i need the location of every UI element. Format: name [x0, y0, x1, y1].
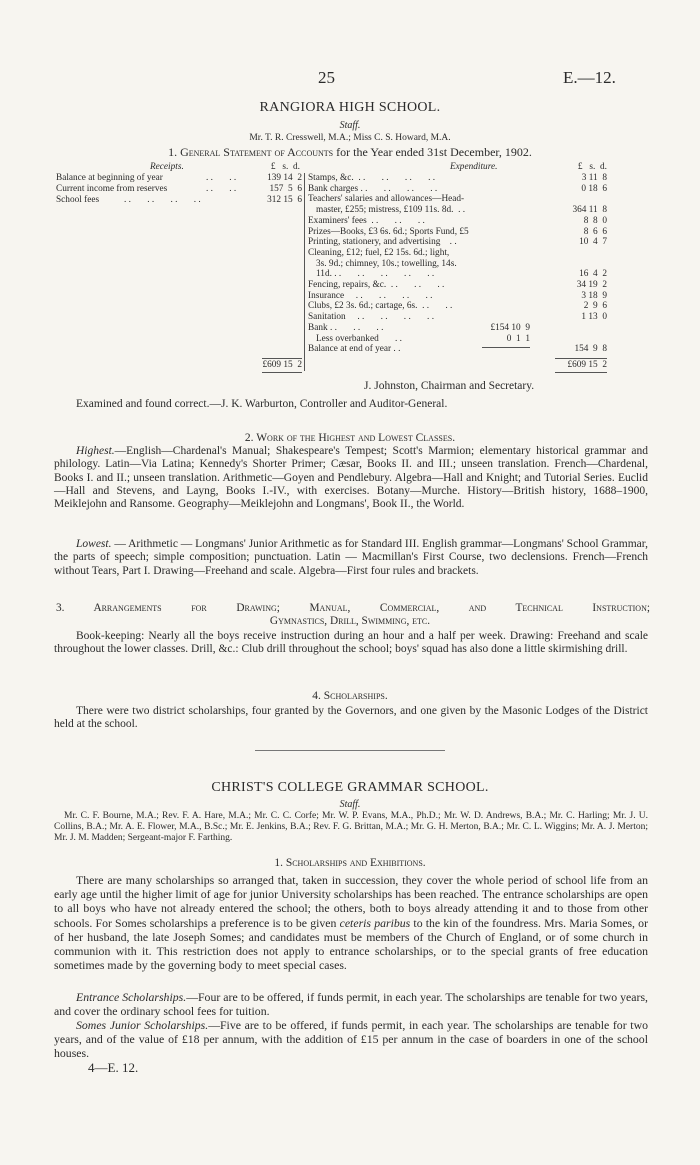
receipt-leader-dots: . . . . — [206, 173, 237, 183]
expenditure-subamount: £154 10 9 — [490, 322, 530, 333]
chairman-signature: J. Johnston, Chairman and Secretary. — [364, 380, 535, 392]
receipt-leader-dots: . . . . . . . . — [124, 195, 201, 205]
receipt-label: School fees — [56, 195, 100, 205]
expenditure-label: Sanitation . . . . . . . . — [308, 312, 435, 323]
column-divider — [304, 173, 305, 371]
scholarships-paragraph: There were two district scholarships, four granted by the Governors, and one given by the Masonic Lodges of the District held at the school. — [54, 705, 648, 731]
accounts-statement — [0, 0, 700, 380]
christs-scholarships-paragraph — [54, 873, 648, 972]
section-arrangements-heading-a: 3. Arrangements for Drawing; Manual, Commercial, and Technical Instruction; — [56, 602, 650, 614]
total-right-rule-top — [555, 358, 607, 359]
accounts-heading-a: 1. General Statement of Accounts — [168, 145, 334, 159]
receipts-heading: Receipts. — [150, 162, 184, 172]
expenditure-label: Stamps, &c. . . . . . . . . — [308, 173, 436, 183]
total-right-rule-bottom — [555, 372, 607, 373]
total-left: £609 15 2 — [262, 360, 302, 370]
currency-header-right: £ s. d. — [577, 162, 607, 172]
signature-mark: 4—E. 12. — [88, 1060, 139, 1075]
lowest-text: — Arithmetic — Longmans' Junior Arithmetic as for Standard III. English grammar—Longmans' School Grammar, the parts of speech; simple composition; punctuation. Latin — Macmillan's First Course, two declensions. French—French without Tears, Part I. Drawing—Freehand and scale. Algebra—First four rules and brackets. — [54, 538, 648, 577]
expenditure-amount: 8 6 6 — [583, 226, 607, 237]
expenditure-label: master, £255; mistress, £109 11s. 8d. . . — [316, 205, 466, 216]
expenditure-amount: 8 8 0 — [583, 215, 607, 226]
receipt-leader-dots: . . . . — [206, 184, 237, 194]
rangiora-staff: Mr. T. R. Cresswell, M.A.; Miss C. S. Howard, M.A. — [249, 133, 451, 143]
expenditure-label: Prizes—Books, £3 6s. 6d.; Sports Fund, £5 — [308, 226, 469, 237]
total-left-rule-bottom — [262, 372, 302, 373]
total-left-rule-top — [262, 358, 302, 359]
auditor-note: Examined and found correct.—J. K. Warburton, Controller and Auditor-General. — [76, 398, 448, 410]
highest-label: Highest. — [76, 445, 115, 457]
arrangements-paragraph: Book-keeping: Nearly all the boys receive instruction during an hour and a half per week. Drawing: Freehand and scale throughout the lower classes. Drill, &c.: Club drill throughout the school; boys' squad has also done a little skirmishing drill. — [54, 630, 648, 656]
expenditure-label: Bank charges . . . . . . . . — [308, 183, 438, 194]
expenditure-label: Bank . . . . . . — [308, 322, 384, 333]
expenditure-amount: 3 18 9 — [581, 290, 607, 301]
section-separator — [255, 750, 445, 751]
expenditure-amount: 2 9 6 — [583, 301, 607, 312]
receipt-label: Current income from reserves — [56, 184, 168, 194]
lowest-class-paragraph — [54, 538, 648, 578]
expenditure-label: Fencing, repairs, &c. . . . . . . — [308, 280, 445, 290]
expenditure-label: Balance at end of year . . — [308, 344, 401, 355]
receipt-label: Balance at beginning of year — [56, 173, 163, 183]
entrance-label: Entrance Scholarships. — [76, 990, 187, 1004]
christs-staff: Mr. C. F. Bourne, M.A.; Rev. F. A. Hare, M.A.; Mr. C. C. Corfe; Mr. W. P. Evans, M.A., Ph.D.; Mr. W. D. Andrews, B.A.; Mr. C. Harling; Mr. J. U. Collins, B.A.; Mr. A. E. Flower, M.A., B.Sc.; Mr. E. Jenkins, B.A.; Rev. F. G. Brittan, M.A.; Mr. G. H. Merton, B.A.; Mr. C. L. Wiggins; Mr. A. J. Merton; Mr. J. M. Madden; Sergeant-major F. Farthing. — [54, 811, 648, 844]
scholarships-text-b: to the kin of the foundress. Mrs. Maria Somes, or of her husband, the late Joseph Somes; and candidates must be members of the Church of England, or of some church in communion with it. This restriction does not apply to entrance scholarships, or to the special grants of free education sometimes made by the governing body to meet special cases. — [54, 915, 649, 973]
somes-scholarships-paragraph — [54, 1018, 648, 1061]
expenditure-label: Cleaning, £12; fuel, £2 15s. 6d.; light, — [308, 247, 450, 258]
receipt-amount: 139 14 2 — [267, 173, 302, 183]
expenditure-label: Less overbanked . . — [316, 333, 402, 344]
rangiora-title: RANGIORA HIGH SCHOOL. — [259, 100, 441, 115]
expenditure-amount: 0 18 6 — [581, 183, 607, 194]
rangiora-staff-heading: Staff. — [339, 120, 361, 131]
christs-title: CHRIST'S COLLEGE GRAMMAR SCHOOL. — [211, 780, 489, 795]
expenditure-heading: Expenditure. — [450, 162, 498, 172]
expenditure-label: Printing, stationery, and advertising . . — [308, 237, 457, 248]
somes-text: —Five are to be offered, if funds permit, in each year. The scholarships are tenable for two years, and of the value of £18 per annum, with the addition of £15 per annum in the case of boarders in one of the school houses. — [54, 1018, 648, 1061]
expenditure-label: 11d. . . . . . . . . . . — [316, 269, 435, 280]
expenditure-amount: 364 11 8 — [572, 205, 607, 216]
accounts-heading-b: for the Year ended 31st December, 1902. — [336, 145, 532, 159]
page-number: 25 — [318, 68, 335, 87]
section-scholarships-heading: 4. Scholarships. — [312, 690, 388, 702]
bank-subtotal-rule — [482, 347, 530, 348]
expenditure-label: Examiners' fees . . . . . . — [308, 215, 425, 226]
entrance-scholarships-paragraph — [54, 990, 648, 1018]
expenditure-subamount: 0 1 1 — [506, 333, 530, 344]
expenditure-amount: 154 9 8 — [574, 344, 607, 355]
currency-header-left: £ s. d. — [270, 162, 300, 172]
expenditure-amount: 16 4 2 — [579, 269, 607, 280]
expenditure-label: Teachers' salaries and allowances—Head- — [308, 194, 465, 205]
expenditure-amount: 3 11 8 — [581, 173, 607, 183]
somes-label: Somes Junior Scholarships. — [76, 1018, 209, 1032]
highest-text: —English—Chardenal's Manual; Shakespeare's Tempest; Scott's Marmion; elementary historical grammar and philology. Latin—Via Latina; Kennedy's Shorter Primer; Cæsar, Books II. and III.; unseen translation. French—Chardenal, Books I. and II.; unseen translation. Arithmetic—Goyen and Pendlebury. Algebra—Hall and Knight; and Tutorial Series. Euclid—Hall and Stevens, and Layng, Books I.-IV., with exercises. Botany—Murche. History—British history, 1688–1900, Meiklejohn and Ransome. Geography—Meiklejohn and Longmans', Book II., the World. — [54, 445, 648, 511]
expenditure-amount: 34 19 2 — [576, 280, 607, 290]
lowest-label: Lowest. — [76, 538, 112, 550]
expenditure-amount: 1 13 0 — [581, 312, 607, 323]
scholarships-italic: ceteris paribus — [339, 915, 411, 930]
scholarships-text-a: There are many scholarships so arranged that, taken in succession, they cover the whole period of school life from an early age until the higher limit of age for junior University scholarships has been reached. The entrance scholarships are open to all boys who have not already entered the school; the others, both to boys already attending it and to those from other schools. For Somes scholarships a preference is to be given — [54, 873, 648, 930]
highest-class-paragraph — [54, 445, 648, 511]
expenditure-amount: 10 4 7 — [579, 237, 607, 248]
receipt-amount: 157 5 6 — [269, 184, 302, 194]
christs-scholarships-heading: 1. Scholarships and Exhibitions. — [274, 857, 426, 869]
expenditure-label: Clubs, £2 3s. 6d.; cartage, 6s. . . . . — [308, 301, 453, 312]
section-work-heading: 2. Work of the Highest and Lowest Classes. — [244, 432, 456, 444]
expenditure-label: 3s. 9d.; chimney, 10s.; towelling, 14s. — [316, 258, 457, 269]
expenditure-label: Insurance . . . . . . . . — [308, 290, 433, 301]
section-arrangements-heading-b: Gymnastics, Drill, Swimming, etc. — [269, 615, 431, 627]
entrance-text: —Four are to be offered, if funds permit, in each year. The scholarships are tenable for two years, and cover the ordinary school fees for tuition. — [54, 990, 648, 1019]
total-right: £609 15 2 — [567, 360, 607, 370]
christs-staff-heading: Staff. — [339, 799, 361, 810]
document-reference: E.—12. — [563, 68, 616, 87]
receipt-amount: 312 15 6 — [267, 195, 302, 205]
